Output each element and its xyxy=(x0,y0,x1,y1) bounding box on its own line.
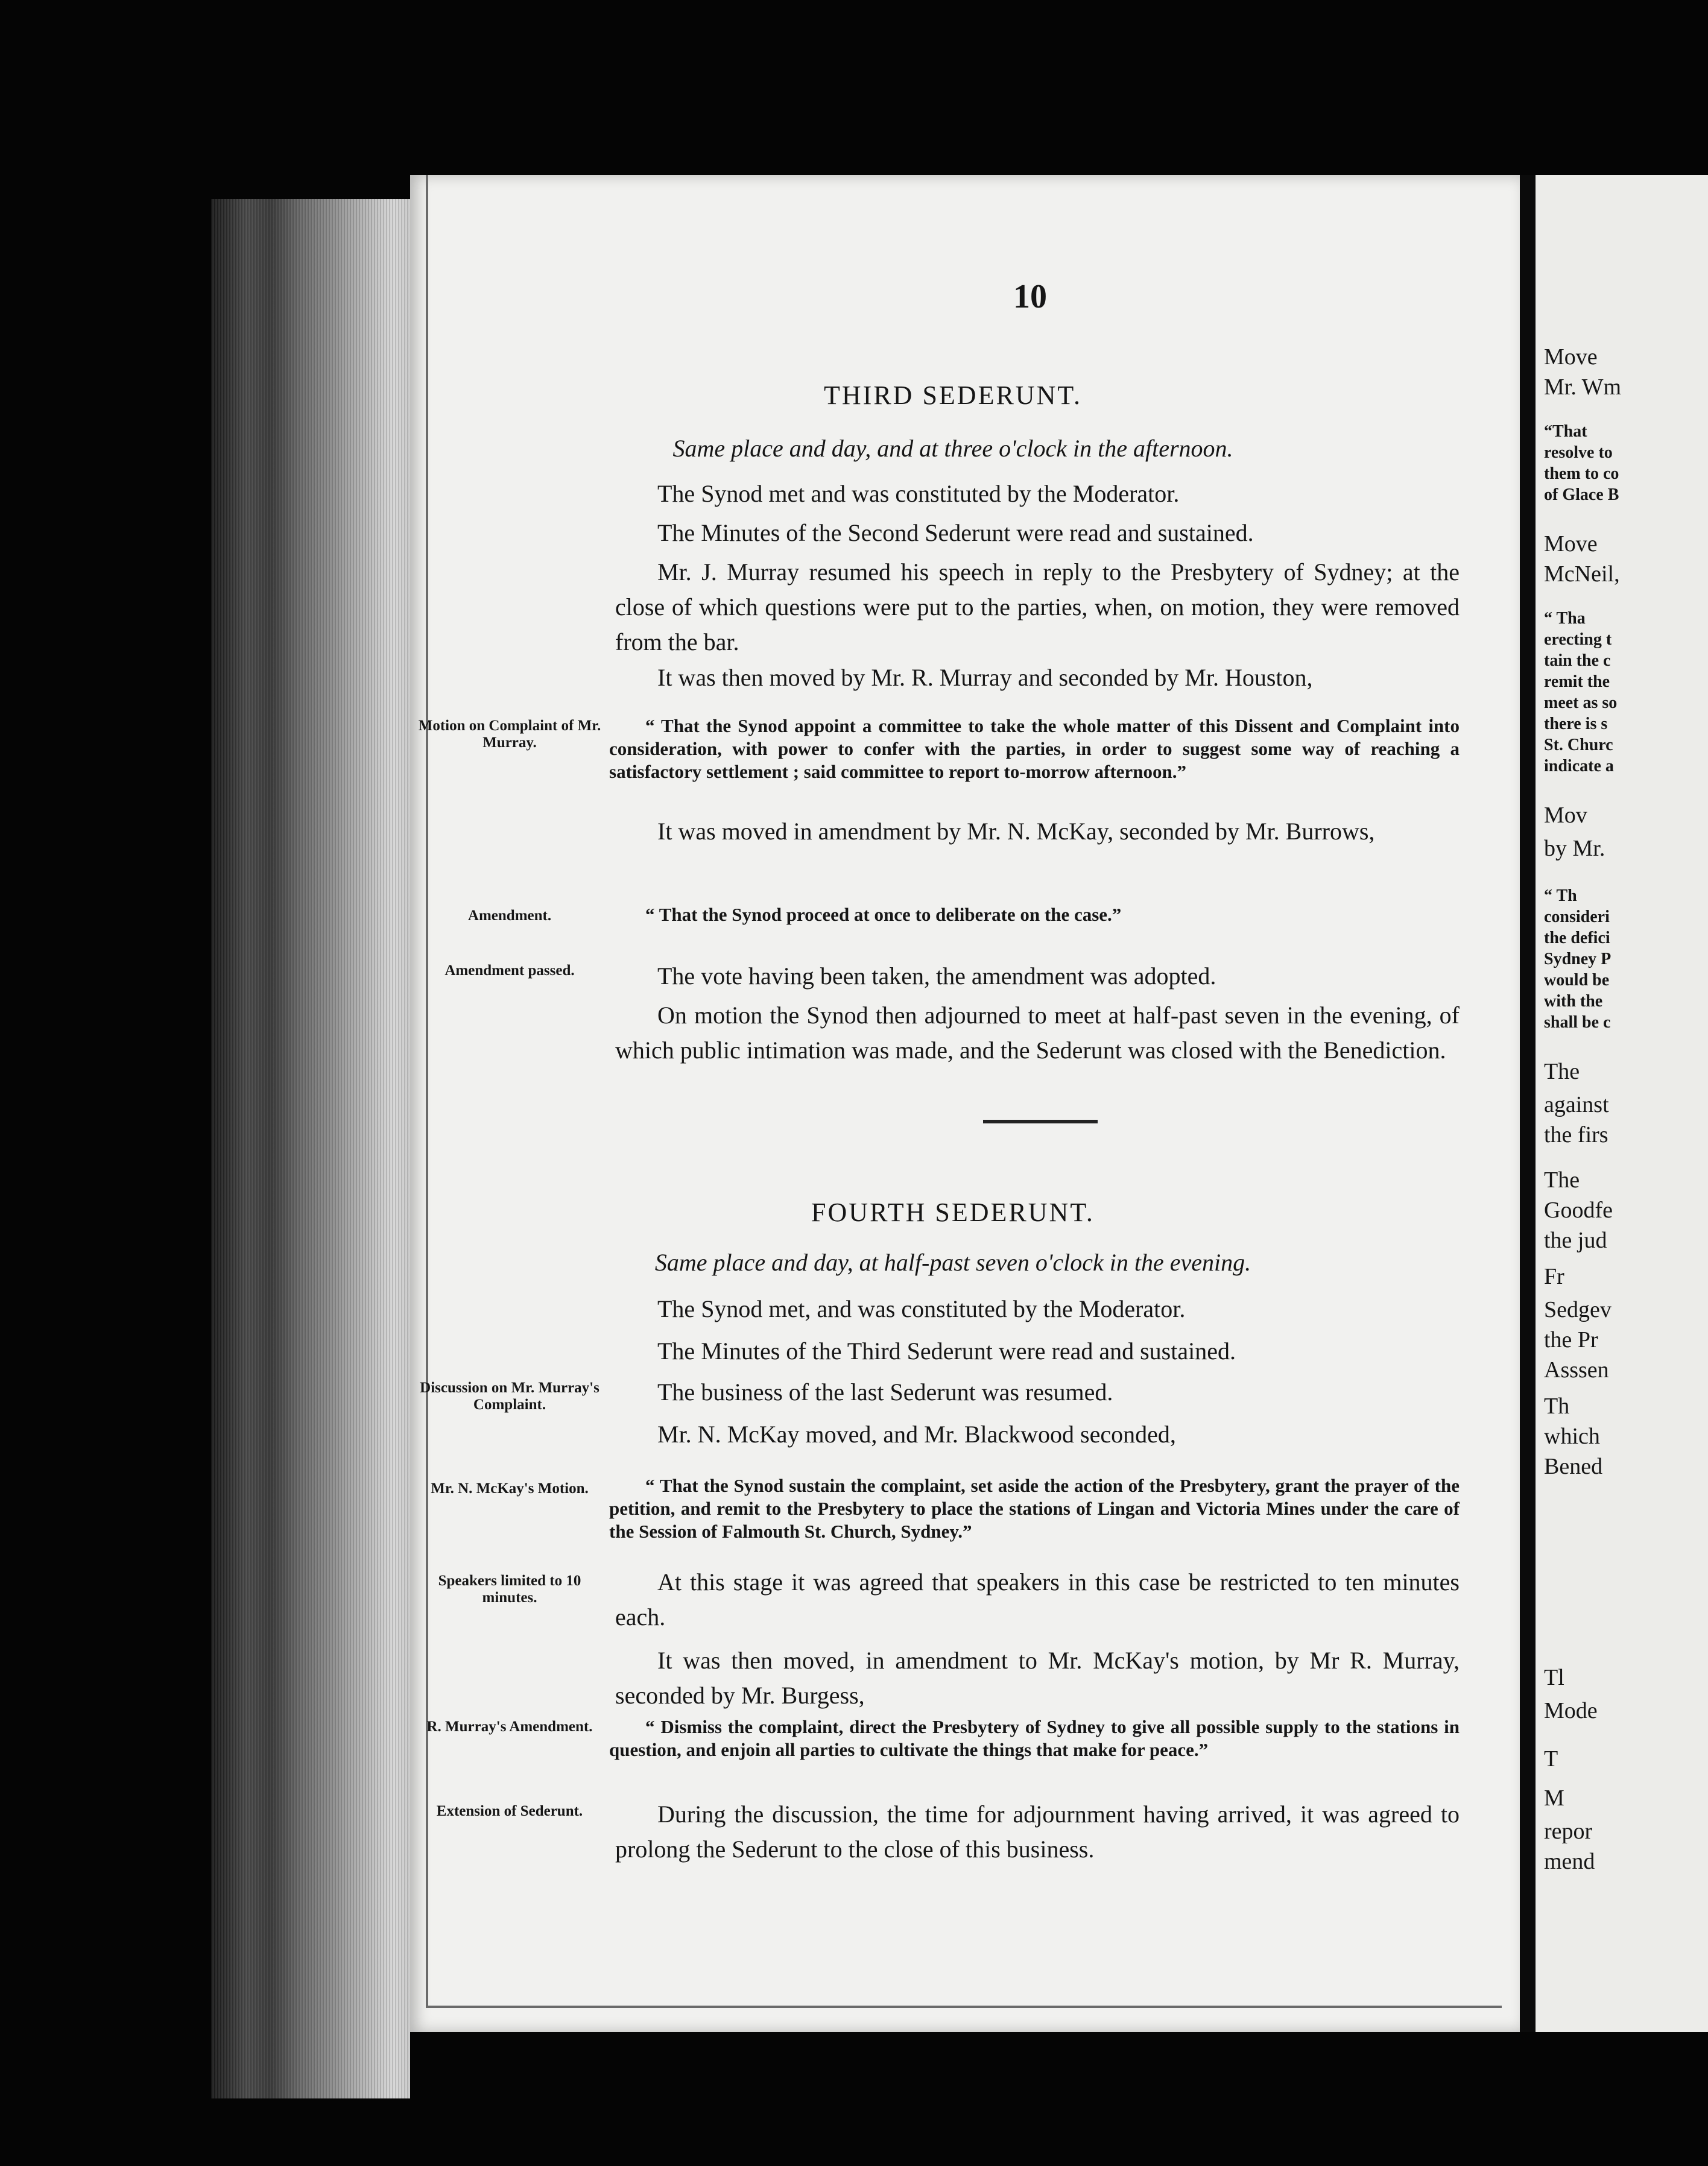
right-page-line: of Glace B xyxy=(1544,485,1619,504)
fourth-para-business-resumed: The business of the last Sederunt was resumed. xyxy=(657,1378,1113,1406)
right-page-line: Fr xyxy=(1544,1264,1564,1289)
right-page-line: Move xyxy=(1544,344,1598,370)
quote-amendment: “ That the Synod proceed at once to deliberate on the case.” xyxy=(645,904,1122,925)
margin-note-amendment-passed: Amendment passed. xyxy=(444,962,575,979)
page-number: 10 xyxy=(1013,278,1047,315)
third-sederunt-heading: THIRD SEDERUNT. xyxy=(824,380,1082,410)
right-page-line: The xyxy=(1544,1059,1580,1084)
right-page-line: the firs xyxy=(1544,1122,1608,1148)
right-page-line: the jud xyxy=(1544,1228,1607,1253)
margin-note-motion-complaint: Motion on Complaint of Mr. Murray. xyxy=(418,718,601,751)
margin-note-discussion: Discussion on Mr. Murray's Complaint. xyxy=(420,1380,599,1413)
third-para-synod-met: The Synod met and was constituted by the Moderator. xyxy=(657,480,1180,507)
right-page-line: resolve to xyxy=(1544,443,1613,462)
section-divider xyxy=(983,1120,1098,1123)
right-page-line: the Pr xyxy=(1544,1327,1598,1353)
right-page-line: Mode xyxy=(1544,1698,1598,1723)
right-page-line: shall be c xyxy=(1544,1013,1611,1032)
right-page-line: Sydney P xyxy=(1544,950,1612,968)
right-page-line: Move xyxy=(1544,531,1598,557)
right-page-line: Goodfe xyxy=(1544,1198,1613,1223)
margin-note-mckay-motion: Mr. N. McKay's Motion. xyxy=(431,1480,589,1497)
right-page-line: meet as so xyxy=(1544,693,1618,712)
right-page-line: with the xyxy=(1544,992,1603,1011)
right-page-line: mend xyxy=(1544,1849,1595,1874)
right-page-line: M xyxy=(1544,1786,1564,1811)
right-page-line: Mov xyxy=(1544,803,1587,828)
right-page-line: them to co xyxy=(1544,464,1619,483)
quote-motion-committee: “ That the Synod appoint a committee to take the whole matter of this Dissent and Complaint into consideration, with power to confer with the parties, in order to suggest some way of reaching a satisfactory settlement ; said committee to report to-morrow afternoon.” xyxy=(609,715,1460,782)
right-page-line: Sedgev xyxy=(1544,1297,1612,1322)
right-page-line: against xyxy=(1544,1092,1609,1117)
third-para-murray-speech: Mr. J. Murray resumed his speech in reply to the Presbytery of Sydney; at the close of which questions were put to the parties, when, on motion, they were removed from the bar. xyxy=(615,558,1460,655)
fourth-para-prolong: During the discussion, the time for adjournment having arrived, it was agreed to prolong the Sederunt to the close of this business. xyxy=(615,1801,1460,1863)
right-page-line: there is s xyxy=(1544,715,1608,733)
right-page-line: consideri xyxy=(1544,908,1610,926)
right-page-line: erecting t xyxy=(1544,630,1612,649)
margin-note-rmurray-amendment: R. Murray's Amendment. xyxy=(426,1719,593,1735)
right-page-line: “That xyxy=(1544,422,1587,441)
fourth-para-amendment-moved: It was then moved, in amendment to Mr. McKay's motion, by Mr R. Murray, seconded by Mr. Burgess, xyxy=(615,1647,1460,1709)
margin-note-extension: Extension of Sederunt. xyxy=(436,1803,583,1819)
book-gutter xyxy=(1520,175,1536,2032)
right-page-line: indicate a xyxy=(1544,757,1614,775)
right-page-line: repor xyxy=(1544,1819,1593,1844)
right-page-line: “ Tha xyxy=(1544,609,1586,628)
third-para-moved: It was then moved by Mr. R. Murray and seconded by Mr. Houston, xyxy=(657,664,1313,691)
right-page-line: Bened xyxy=(1544,1454,1603,1479)
right-page-line: T xyxy=(1544,1746,1558,1772)
right-page-line: the defici xyxy=(1544,929,1610,947)
third-para-amendment-moved: It was moved in amendment by Mr. N. McKay, seconded by Mr. Burrows, xyxy=(657,818,1375,845)
quote-rmurray-amendment: “ Dismiss the complaint, direct the Presbytery of Sydney to give all possible supply to the stations in question, and enjoin all parties to cultivate the things that make for peace.” xyxy=(609,1716,1460,1760)
margin-note-amendment: Amendment. xyxy=(467,908,552,924)
right-page-line: St. Churc xyxy=(1544,736,1613,754)
right-page-fragment xyxy=(1536,175,1708,2032)
fourth-para-synod-met: The Synod met, and was constituted by the Moderator. xyxy=(657,1295,1186,1322)
margin-note-speakers-limited: Speakers limited to 10 minutes. xyxy=(438,1573,581,1606)
right-page-line: Th xyxy=(1544,1394,1570,1419)
right-page-line: The xyxy=(1544,1167,1580,1193)
left-page xyxy=(410,175,1520,2032)
third-sederunt-subheading: Same place and day, and at three o'clock in the afternoon. xyxy=(672,435,1233,462)
right-page-line: Mr. Wm xyxy=(1544,374,1622,400)
right-page-line: remit the xyxy=(1544,672,1610,691)
right-page-line: which xyxy=(1544,1424,1600,1449)
fourth-para-mckay-moved: Mr. N. McKay moved, and Mr. Blackwood seconded, xyxy=(657,1421,1176,1448)
right-page-line: “ Th xyxy=(1544,886,1577,905)
fourth-sederunt-subheading: Same place and day, at half-past seven o'clock in the evening. xyxy=(654,1249,1251,1276)
right-page-line: tain the c xyxy=(1544,651,1611,670)
third-para-minutes: The Minutes of the Second Sederunt were read and sustained. xyxy=(657,519,1254,546)
quote-mckay-motion: “ That the Synod sustain the complaint, set aside the action of the Presbytery, grant the prayer of the petition, and remit to the Presbytery to place the stations of Lingan and Victoria Mines under the care of the Session of Falmouth St. Church, Sydney.” xyxy=(609,1475,1460,1542)
third-para-adjourned: On motion the Synod then adjourned to meet at half-past seven in the evening, of which public intimation was made, and the Sederunt was closed with the Benediction. xyxy=(615,1002,1460,1064)
right-page-line: Asssen xyxy=(1544,1357,1609,1383)
fourth-para-minutes: The Minutes of the Third Sederunt were read and sustained. xyxy=(657,1337,1236,1365)
fourth-sederunt-heading: FOURTH SEDERUNT. xyxy=(811,1198,1095,1227)
third-para-vote: The vote having been taken, the amendment was adopted. xyxy=(657,962,1216,990)
right-page-line: would be xyxy=(1544,971,1610,990)
book-page-edges xyxy=(211,199,410,2098)
right-page-line: Tl xyxy=(1544,1665,1564,1690)
right-page-line: McNeil, xyxy=(1544,561,1620,587)
right-page-line: by Mr. xyxy=(1544,836,1605,861)
fourth-para-speakers: At this stage it was agreed that speakers in this case be restricted to ten minutes each. xyxy=(615,1568,1460,1631)
